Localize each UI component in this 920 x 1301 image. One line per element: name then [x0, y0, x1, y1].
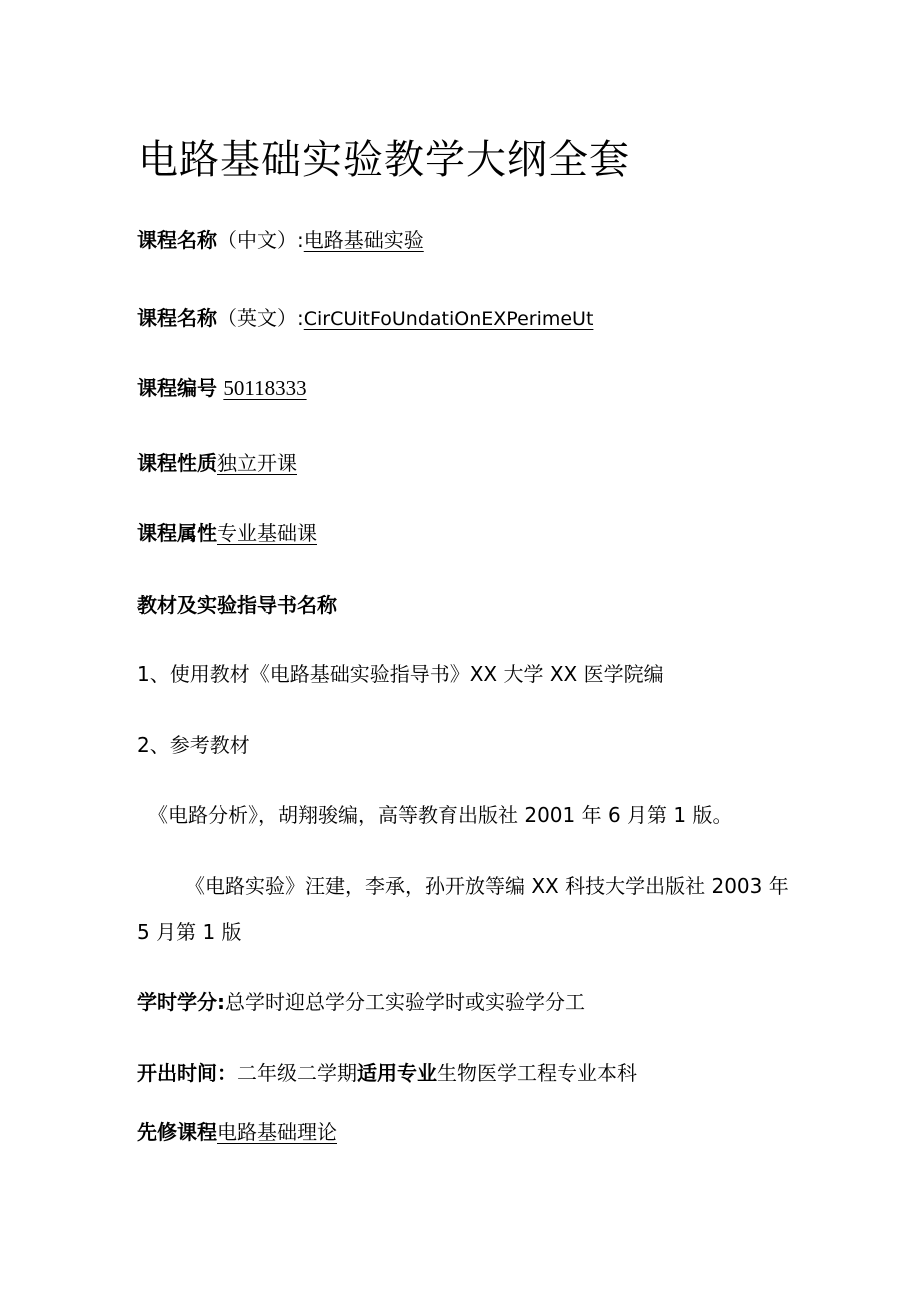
textbook-heading: 教材及实验指导书名称 — [137, 593, 337, 617]
course-attribute-row — [137, 519, 317, 547]
schedule-value: 二年级二学期 — [237, 1061, 357, 1085]
course-name-en-row — [137, 304, 593, 333]
credits-label: 学时学分: — [137, 990, 225, 1014]
major-value: 生物医学工程专业本科 — [437, 1061, 637, 1085]
prerequisite-label: 先修课程 — [137, 1120, 217, 1144]
reference-2-line2: 5 月第 1 版 — [137, 920, 242, 944]
major-label: 适用专业 — [357, 1061, 437, 1085]
course-nature-row — [137, 449, 297, 477]
course-name-cn-suffix: （中文）: — [217, 228, 304, 252]
document-title: 电路基础实验教学大纲全套 — [138, 137, 630, 183]
course-name-en-suffix: （英文）: — [217, 306, 304, 330]
course-code-label: 课程编号 — [137, 376, 217, 400]
course-code-row — [137, 374, 307, 402]
course-nature-label: 课程性质 — [137, 451, 217, 475]
prerequisite-value: 电路基础理论 — [217, 1120, 337, 1144]
textbook-1: 1、使用教材《电路基础实验指导书》XX 大学 XX 医学院编 — [137, 662, 664, 686]
course-attribute-value: 专业基础课 — [217, 521, 317, 545]
credits-value: 总学时迎总学分工实验学时或实验学分工 — [225, 990, 585, 1014]
course-attribute-label: 课程属性 — [137, 521, 217, 545]
reference-1: 《电路分析》，胡翔骏编，高等教育出版社 2001 年 6 月第 1 版。 — [148, 803, 733, 827]
course-name-cn-value: 电路基础实验 — [303, 228, 424, 252]
credits-row — [137, 988, 585, 1016]
schedule-label: 开出时间： — [137, 1061, 237, 1085]
reference-2-line1: 《电路实验》汪建，李承，孙开放等编 XX 科技大学出版社 2003 年 — [185, 874, 789, 898]
schedule-row — [137, 1059, 637, 1087]
textbook-2: 2、参考教材 — [137, 733, 250, 757]
course-name-en-label: 课程名称 — [137, 306, 217, 330]
course-code-value: 50118333 — [223, 376, 307, 400]
course-name-en-value: CirCUitFoUndatiOnEXPerimeUt — [303, 308, 594, 330]
course-name-cn-row — [137, 226, 424, 254]
course-nature-value: 独立开课 — [217, 451, 297, 475]
course-name-cn-label: 课程名称 — [137, 228, 217, 252]
prerequisite-row — [137, 1118, 337, 1146]
